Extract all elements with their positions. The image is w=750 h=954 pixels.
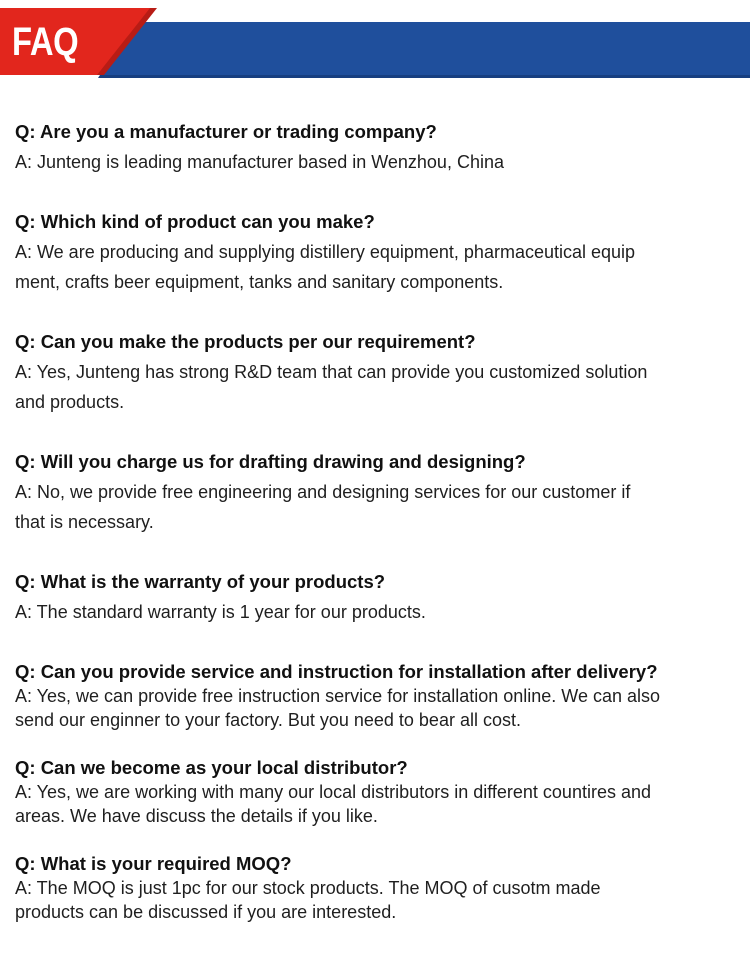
faq-question: Q: Can you make the products per our requirement? (15, 331, 476, 352)
faq-answer: A: Yes, we can provide free instruction service for installation online. We can also send our enginner to your factory. But you need to bear all cost. (15, 686, 661, 730)
banner-blue-bar (100, 22, 750, 75)
faq-answer: A: Yes, we are working with many our local distributors in different countires and areas. We have discuss the details if you like. (15, 782, 651, 826)
faq-question: Q: Can we become as your local distributor? (15, 757, 408, 778)
faq-question: Q: Are you a manufacturer or trading company? (15, 121, 437, 142)
faq-answer: A: The standard warranty is 1 year for our products. (15, 602, 426, 622)
faq-question: Q: Will you charge us for drafting drawing and designing? (15, 451, 526, 472)
faq-item (15, 567, 740, 627)
faq-item (15, 327, 740, 417)
faq-item (15, 447, 740, 537)
faq-banner (0, 0, 750, 80)
faq-question: Q: What is the warranty of your products? (15, 571, 386, 592)
faq-item (15, 756, 740, 828)
faq-question: Q: What is your required MOQ? (15, 853, 292, 874)
faq-answer: A: No, we provide free engineering and designing services for our customer if that is necessary. (15, 482, 631, 532)
banner-blue-shadow (98, 75, 750, 78)
faq-question: Q: Can you provide service and instruction for installation after delivery? (15, 661, 658, 682)
faq-question: Q: Which kind of product can you make? (15, 211, 375, 232)
faq-answer: A: Junteng is leading manufacturer based in Wenzhou, China (15, 152, 504, 172)
faq-item (15, 852, 740, 924)
faq-answer: A: The MOQ is just 1pc for our stock products. The MOQ of cusotm made products can be discussed if you are interested. (15, 878, 601, 922)
faq-item (15, 207, 740, 297)
page-title: FAQ (12, 20, 79, 64)
faq-answer: A: We are producing and supplying distillery equipment, pharmaceutical equip ment, crafts beer equipment, tanks and sanitary components. (15, 242, 636, 292)
faq-item (15, 660, 740, 732)
faq-item (15, 117, 740, 177)
faq-answer: A: Yes, Junteng has strong R&D team that can provide you customized solution and products. (15, 362, 648, 412)
banner-graphic (0, 0, 750, 80)
